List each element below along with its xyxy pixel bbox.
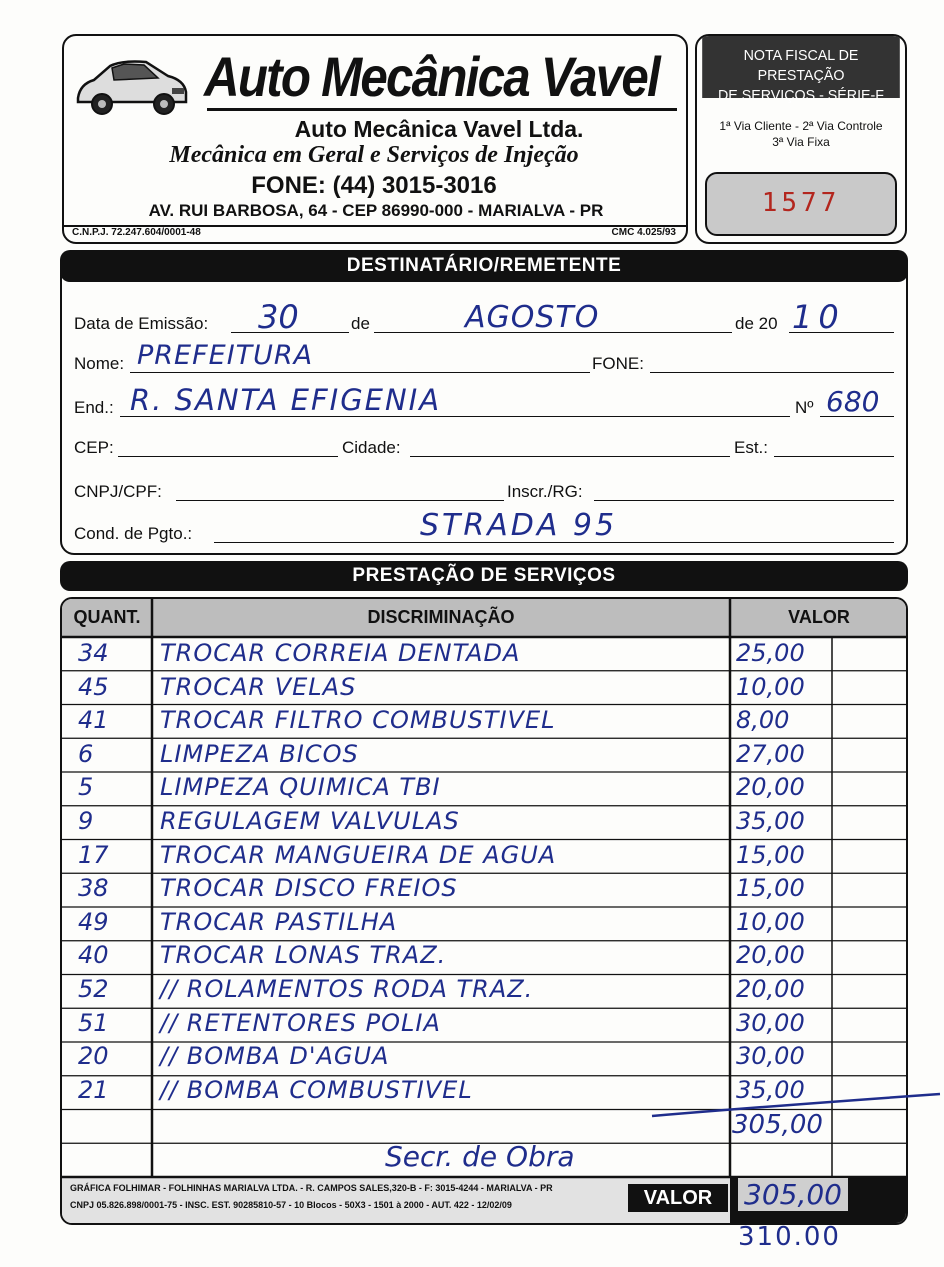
row-description: TROCAR PASTILHA	[160, 907, 398, 936]
row-description: TROCAR CORREIA DENTADA	[160, 639, 521, 667]
nota-vias	[697, 118, 905, 150]
row-quantity: 20	[78, 1042, 109, 1071]
fone-label: FONE:	[592, 354, 644, 373]
company-name: Auto Mecânica Vavel	[204, 45, 659, 108]
row-description: // ROLAMENTOS RODA TRAZ.	[160, 975, 534, 1003]
servicos-title: PRESTAÇÃO DE SERVIÇOS	[60, 561, 908, 591]
row-quantity: 52	[78, 975, 109, 1003]
nota-fiscal-box	[695, 34, 907, 244]
nota-title-line1: NOTA FISCAL DE PRESTAÇÃO	[743, 47, 859, 84]
valor-corrected: 310.00	[738, 1222, 841, 1252]
col-valor-header: VALOR	[788, 607, 850, 627]
row-value: 15,00	[736, 874, 805, 903]
company-cmc: CMC 4.025/93	[611, 227, 676, 238]
printer-line1: GRÁFICA FOLHIMAR - FOLHINHAS MARIALVA LTDA. - R. CAMPOS SALES,320-B - F: 3015-4244 - MARIALVA - PR	[70, 1183, 553, 1193]
total-underline-stroke	[650, 1088, 944, 1128]
valor-total-label: VALOR	[628, 1184, 728, 1212]
inscr-rg-label: Inscr./RG:	[507, 482, 583, 501]
row-quantity: 41	[78, 706, 109, 735]
row-value: 8,00	[736, 706, 790, 735]
subtotal-value: 305,00	[732, 1110, 823, 1140]
company-address: AV. RUI BARBOSA, 64 - CEP 86990-000 - MARIALVA - PR	[148, 201, 604, 220]
row-description: TROCAR LONAS TRAZ.	[160, 941, 447, 970]
row-value: 20,00	[736, 941, 805, 970]
company-header-box	[62, 34, 688, 244]
row-value: 20,00	[736, 975, 805, 1003]
car-icon	[72, 50, 192, 125]
row-description: TROCAR VELAS	[160, 672, 357, 701]
company-cnpj: C.N.P.J. 72.247.604/0001-48	[72, 227, 201, 238]
numero-value: 680	[826, 385, 880, 418]
valor-total-value: 305,00	[738, 1178, 848, 1211]
row-value: 25,00	[736, 639, 805, 667]
row-value: 35,00	[736, 1075, 805, 1104]
row-description: TROCAR DISCO FREIOS	[160, 874, 458, 903]
cond-pgto-label: Cond. de Pgto.:	[74, 524, 193, 543]
row-description: TROCAR FILTRO COMBUSTIVEL	[160, 706, 556, 735]
nota-title-line2: DE SERVIÇOS - SÉRIE-F	[717, 87, 885, 104]
de-20-label: de 20	[735, 314, 778, 333]
row-quantity: 6	[78, 739, 94, 768]
nota-number-box	[705, 172, 897, 236]
row-quantity: 40	[78, 941, 109, 970]
row-description: // BOMBA D'AGUA	[160, 1042, 390, 1071]
endereco-value: R. SANTA EFIGENIA	[130, 383, 442, 417]
row-quantity: 34	[78, 639, 109, 667]
company-tagline: Mecânica em Geral e Serviços de Injeção	[169, 142, 579, 168]
est-label: Est.:	[734, 438, 769, 457]
row-quantity: 51	[78, 1008, 109, 1037]
row-quantity: 9	[78, 807, 94, 835]
row-description: TROCAR MANGUEIRA DE AGUA	[160, 840, 557, 869]
company-legal-name: Auto Mecânica Vavel Ltda.	[294, 116, 584, 142]
row-quantity: 38	[78, 874, 109, 903]
data-emissao-label: Data de Emissão:	[74, 314, 209, 333]
row-value: 27,00	[736, 739, 805, 768]
row-quantity: 17	[78, 840, 109, 869]
row-description: LIMPEZA BICOS	[160, 739, 359, 768]
cnpj-cpf-label: CNPJ/CPF:	[74, 482, 162, 501]
row-description: // RETENTORES POLIA	[160, 1008, 441, 1037]
nome-value: PREFEITURA	[137, 340, 314, 371]
row-value: 15,00	[736, 840, 805, 869]
row-description: LIMPEZA QUIMICA TBI	[160, 773, 441, 802]
row-value: 35,00	[736, 807, 805, 835]
nota-number: 1577	[761, 188, 841, 218]
row-value: 30,00	[736, 1008, 805, 1037]
col-disc-header: DISCRIMINAÇÃO	[367, 607, 515, 627]
cep-label: CEP:	[74, 438, 114, 457]
row-description: REGULAGEM VALVULAS	[160, 807, 460, 835]
de-label-1: de	[351, 314, 370, 333]
numero-label: Nº	[795, 398, 814, 417]
day-value: 30	[258, 298, 299, 336]
col-quant-header: QUANT.	[73, 607, 141, 627]
month-value: AGOSTO	[465, 300, 600, 335]
row-description: // BOMBA COMBUSTIVEL	[160, 1075, 473, 1104]
year-value: 10	[792, 298, 845, 336]
printer-line2: CNPJ 05.826.898/0001-75 - INSC. EST. 90285810-57 - 10 Blocos - 50X3 - 1501 à 2000 - AUT. 422 - 12/02/09	[70, 1200, 512, 1210]
row-value: 10,00	[736, 672, 805, 701]
nome-label: Nome:	[74, 354, 125, 373]
signature: Secr. de Obra	[385, 1140, 575, 1173]
cidade-label: Cidade:	[342, 438, 401, 457]
destinatario-title: DESTINATÁRIO/REMETENTE	[60, 250, 908, 282]
row-value: 30,00	[736, 1042, 805, 1071]
company-phone: FONE: (44) 3015-3016	[251, 172, 497, 199]
row-quantity: 21	[78, 1075, 109, 1104]
row-quantity: 49	[78, 907, 109, 936]
nota-vias-line2: 3ª Via Fixa	[772, 135, 830, 149]
row-quantity: 45	[78, 672, 109, 701]
nota-title-bar	[702, 36, 900, 104]
row-quantity: 5	[78, 773, 94, 802]
nota-vias-line1: 1ª Via Cliente - 2ª Via Controle	[719, 119, 883, 133]
row-value: 10,00	[736, 907, 805, 936]
cond-pgto-value: STRADA 95	[420, 508, 618, 543]
row-value: 20,00	[736, 773, 805, 802]
end-label: End.:	[74, 398, 114, 417]
printer-info	[70, 1180, 626, 1214]
